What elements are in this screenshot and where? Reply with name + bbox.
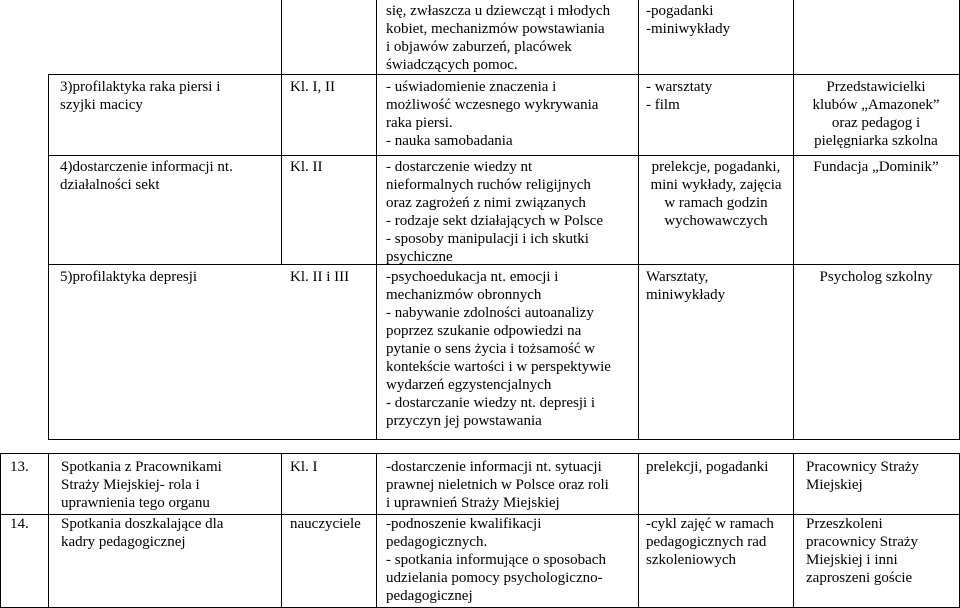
upper-col-divider-topic <box>281 0 282 264</box>
upper-col-divider-class <box>376 0 377 440</box>
upper-left-border <box>48 74 49 440</box>
row13-number: 13. <box>10 459 29 475</box>
upper-row-divider-1 <box>48 74 960 75</box>
lower-col-divider-content <box>638 453 639 608</box>
row0-method: -pogadanki -miniwykłady <box>646 3 731 37</box>
row4-responsible: Fundacja „Dominik” <box>813 159 939 175</box>
row3-responsible: Przedstawicielki klubów „Amazonek” oraz pedagog i pielęgniarka szkolna <box>812 79 940 149</box>
row3-method: - warsztaty - film <box>646 79 713 113</box>
row13-topic: Spotkania z Pracownikami Straży Miejskiej- rola i uprawnienia tego organu <box>61 459 222 511</box>
upper-col-divider-method <box>793 0 794 440</box>
upper-table-bottom <box>48 439 960 440</box>
row4-content: - dostarczenie wiedzy nt nieformalnych ruchów religijnych oraz zagrożeń z nimi związanych - rodzaje sekt działających w Polsce - sposoby manipulacji i ich skutki psychiczne <box>386 159 603 265</box>
row13-class: Kl. I <box>290 459 318 475</box>
lower-col-divider-num <box>48 453 49 608</box>
row4-class: Kl. II <box>290 159 323 175</box>
row3-content: - uświadomienie znaczenia i możliwość wczesnego wykrywania raka piersi. - nauka samobadania <box>386 79 599 149</box>
row4-topic: 4)dostarczenie informacji nt. działalności sekt <box>60 159 233 193</box>
row0-content: się, zwłaszcza u dziewcząt i młodych kobiet, mechanizmów powstawiania i objawów zaburzeń, placówek świadczących pomoc. <box>386 3 611 73</box>
row14-class: nauczyciele <box>290 516 361 532</box>
row3-class: Kl. I, II <box>290 79 335 95</box>
row3-topic: 3)profilaktyka raka piersi i szyjki macicy <box>60 79 221 113</box>
lower-table-top <box>0 453 960 454</box>
row14-number: 14. <box>10 516 29 532</box>
lower-col-divider-topic <box>281 453 282 608</box>
row5-topic: 5)profilaktyka depresji <box>60 269 198 285</box>
row5-method: Warsztaty, miniwykłady <box>646 269 726 303</box>
lower-col-divider-method <box>793 453 794 608</box>
row5-class: Kl. II i III <box>290 269 350 285</box>
upper-row-divider-2 <box>48 155 960 156</box>
row14-method: -cykl zajęć w ramach pedagogicznych rad szkoleniowych <box>646 516 774 568</box>
row4-method: prelekcje, pogadanki, mini wykłady, zajęcia w ramach godzin wychowawczych <box>650 159 782 229</box>
row13-content: -dostarczenie informacji nt. sytuacji prawnej nieletnich w Polsce oraz roli i uprawnień Straży Miejskiej <box>386 459 609 511</box>
row13-responsible: Pracownicy Straży Miejskiej <box>806 459 919 493</box>
row14-responsible: Przeszkoleni pracownicy Straży Miejskiej i inni zaproszeni goście <box>806 516 919 586</box>
row13-method: prelekcji, pogadanki <box>646 459 769 475</box>
lower-left-border <box>0 453 1 608</box>
row5-responsible: Psycholog szkolny <box>819 269 933 285</box>
row14-topic: Spotkania doszkalające dla kadry pedagogicznej <box>61 516 224 550</box>
upper-col-divider-content <box>638 0 639 440</box>
row5-content: -psychoedukacja nt. emocji i mechanizmów obronnych - nabywanie zdolności autoanalizy poprzez szukanie odpowiedzi na pytanie o sens życia i tożsamość w kontekście wartości i w perspektywie wydarzeń egzystencjalnych - dostarczanie wiedzy nt. depresji i przyczyn jej powstawania <box>386 269 611 429</box>
row14-content: -podnoszenie kwalifikacji pedagogicznych. - spotkania informujące o sposobach udzielania pomocy psychologiczno- pedagogicznej <box>386 516 606 604</box>
